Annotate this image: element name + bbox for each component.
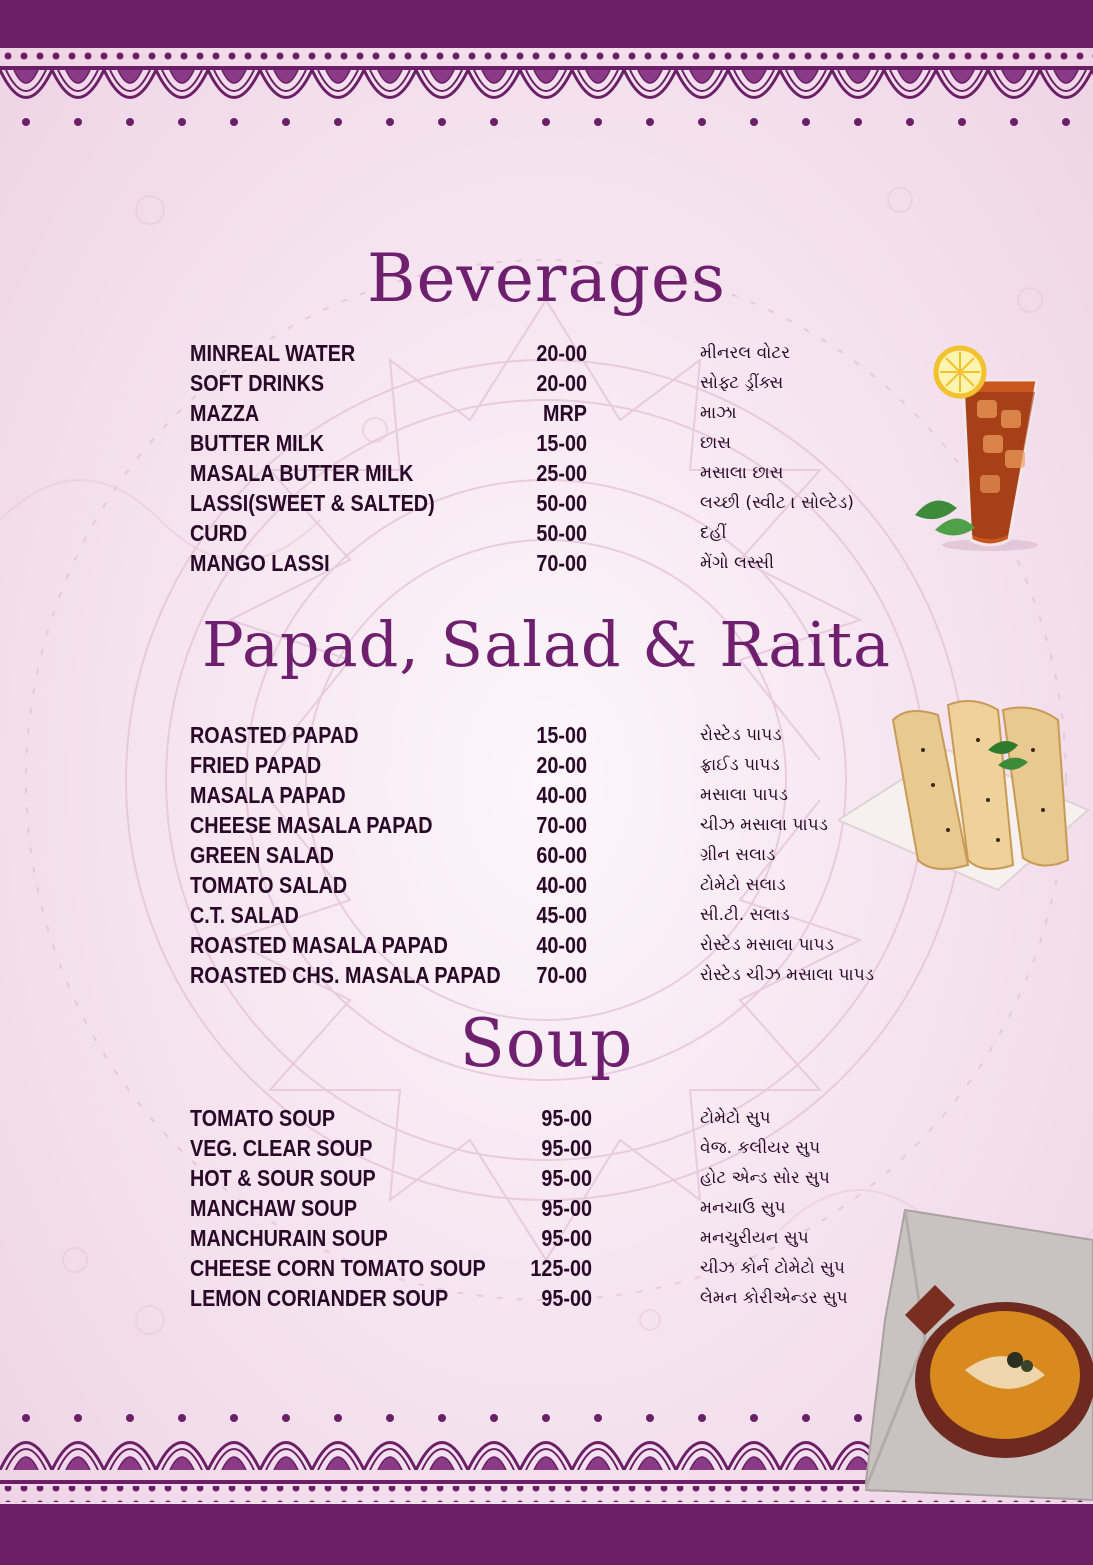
- item-price: 40-00: [536, 932, 587, 958]
- beverage-menu-item: [190, 458, 950, 488]
- item-name: FRIED PAPAD: [190, 752, 322, 778]
- soup-menu-item: [190, 1223, 950, 1253]
- item-name: MANCHAW SOUP: [190, 1195, 358, 1221]
- papad-salad-menu-item: [190, 840, 950, 870]
- item-name-gujarati: ફ્રાઈડ પાપડ: [700, 755, 780, 775]
- papad-salad-menu-item: [190, 750, 950, 780]
- item-price: 15-00: [536, 430, 587, 456]
- beverages-menu-list: [190, 338, 950, 578]
- beverage-menu-item: [190, 488, 950, 518]
- rolled-papad-icon: [838, 690, 1093, 895]
- item-name-gujarati: મીનરલ વોટર: [700, 343, 791, 363]
- papad-salad-menu-item: [190, 900, 950, 930]
- item-name: HOT & SOUR SOUP: [190, 1165, 376, 1191]
- item-name-gujarati: ચીઝ મસાલા પાપડ: [700, 815, 829, 835]
- item-price: 125-00: [530, 1255, 592, 1281]
- item-name-gujarati: છાસ: [700, 433, 732, 453]
- soup-menu-list: [190, 1103, 950, 1313]
- item-price: 40-00: [536, 782, 587, 808]
- item-price: 40-00: [536, 872, 587, 898]
- item-price: 60-00: [536, 842, 587, 868]
- item-name: LEMON CORIANDER SOUP: [190, 1285, 449, 1311]
- item-name-gujarati: ગ્રીન સલાડ: [700, 845, 776, 865]
- item-name-gujarati: માઝા: [700, 403, 737, 423]
- item-price: 95-00: [541, 1225, 592, 1251]
- item-price: 20-00: [536, 370, 587, 396]
- item-price: 70-00: [536, 962, 587, 988]
- item-price: 95-00: [541, 1135, 592, 1161]
- papad-salad-menu-item: [190, 780, 950, 810]
- item-name: CHEESE CORN TOMATO SOUP: [190, 1255, 486, 1281]
- top-ornamental-border: [0, 0, 1093, 140]
- item-name-gujarati: હોટ એન્ડ સોર સુપ: [700, 1168, 830, 1188]
- papad-salad-menu-item: [190, 930, 950, 960]
- item-name-gujarati: મનચુરીયન સુપ: [700, 1228, 809, 1248]
- soup-menu-item: [190, 1193, 950, 1223]
- section-title-soup: Soup: [459, 1005, 634, 1082]
- item-name-gujarati: મસાલા છાસ: [700, 463, 784, 483]
- item-name: MANGO LASSI: [190, 550, 330, 576]
- item-name: ROASTED MASALA PAPAD: [190, 932, 448, 958]
- item-name-gujarati: ચીઝ કોર્ન ટોમેટો સુપ: [700, 1258, 845, 1278]
- papad-salad-raita-menu-list: [190, 720, 950, 990]
- item-name: ROASTED CHS. MASALA PAPAD: [190, 962, 501, 988]
- soup-menu-item: [190, 1103, 950, 1133]
- item-name-gujarati: લચ્છી (સ્વીટ । સોલ્ટેડ): [700, 493, 854, 513]
- item-name: GREEN SALAD: [190, 842, 334, 868]
- item-name: MINREAL WATER: [190, 340, 356, 366]
- item-price: 50-00: [536, 520, 587, 546]
- item-name-gujarati: રોસ્ટેડ પાપડ: [700, 725, 782, 745]
- beverage-menu-item: [190, 548, 950, 578]
- soup-menu-item: [190, 1133, 950, 1163]
- item-name: CURD: [190, 520, 248, 546]
- item-name-gujarati: વેજ. કલીયર સુપ: [700, 1138, 821, 1158]
- soup-menu-item: [190, 1253, 950, 1283]
- item-name: VEG. CLEAR SOUP: [190, 1135, 373, 1161]
- item-name-gujarati: રોસ્ટેડ મસાલા પાપડ: [700, 935, 835, 955]
- item-name-gujarati: મનચાઉ સુપ: [700, 1198, 786, 1218]
- soup-menu-item: [190, 1163, 950, 1193]
- item-name: ROASTED PAPAD: [190, 722, 359, 748]
- item-price: 45-00: [536, 902, 587, 928]
- iced-tea-glass-icon: [905, 340, 1055, 555]
- item-name-gujarati: મેંગો લસ્સી: [700, 553, 774, 573]
- item-name: TOMATO SALAD: [190, 872, 348, 898]
- item-price: 95-00: [541, 1195, 592, 1221]
- item-price: 70-00: [536, 812, 587, 838]
- item-name: CHEESE MASALA PAPAD: [190, 812, 433, 838]
- papad-salad-menu-item: [190, 720, 950, 750]
- beverage-menu-item: [190, 518, 950, 548]
- item-price: MRP: [543, 400, 587, 426]
- item-name: MASALA BUTTER MILK: [190, 460, 414, 486]
- section-title-papad-salad-raita: Papad, Salad & Raita: [202, 608, 891, 681]
- item-price: 95-00: [541, 1105, 592, 1131]
- beverage-menu-item: [190, 338, 950, 368]
- item-name-gujarati: લેમન કોરીએન્ડર સુપ: [700, 1288, 848, 1308]
- item-price: 50-00: [536, 490, 587, 516]
- item-name: MAZZA: [190, 400, 260, 426]
- beverage-menu-item: [190, 398, 950, 428]
- item-name-gujarati: સોફ્ટ ડ્રીંક્સ: [700, 373, 784, 393]
- item-name-gujarati: ટોમેટો સુપ: [700, 1108, 771, 1128]
- item-price: 20-00: [536, 752, 587, 778]
- item-price: 20-00: [536, 340, 587, 366]
- beverage-menu-item: [190, 428, 950, 458]
- item-price: 15-00: [536, 722, 587, 748]
- soup-bowl-icon: [865, 1200, 1093, 1510]
- item-price: 25-00: [536, 460, 587, 486]
- item-name-gujarati: સી.ટી. સલાડ: [700, 905, 790, 925]
- item-name: MASALA PAPAD: [190, 782, 346, 808]
- papad-salad-menu-item: [190, 960, 950, 990]
- papad-salad-menu-item: [190, 870, 950, 900]
- item-name-gujarati: દહીં: [700, 523, 727, 543]
- item-name: BUTTER MILK: [190, 430, 325, 456]
- item-name: MANCHURAIN SOUP: [190, 1225, 388, 1251]
- beverage-menu-item: [190, 368, 950, 398]
- papad-salad-menu-item: [190, 810, 950, 840]
- item-price: 70-00: [536, 550, 587, 576]
- item-name: SOFT DRINKS: [190, 370, 325, 396]
- item-name: C.T. SALAD: [190, 902, 299, 928]
- item-name: TOMATO SOUP: [190, 1105, 336, 1131]
- section-title-beverages: Beverages: [367, 240, 726, 317]
- item-name-gujarati: રોસ્ટેડ ચીઝ મસાલા પાપડ: [700, 965, 875, 985]
- item-name-gujarati: ટોમેટો સલાડ: [700, 875, 786, 895]
- soup-menu-item: [190, 1283, 950, 1313]
- item-price: 95-00: [541, 1165, 592, 1191]
- item-price: 95-00: [541, 1285, 592, 1311]
- item-name-gujarati: મસાલા પાપડ: [700, 785, 788, 805]
- item-name: LASSI(SWEET & SALTED): [190, 490, 435, 516]
